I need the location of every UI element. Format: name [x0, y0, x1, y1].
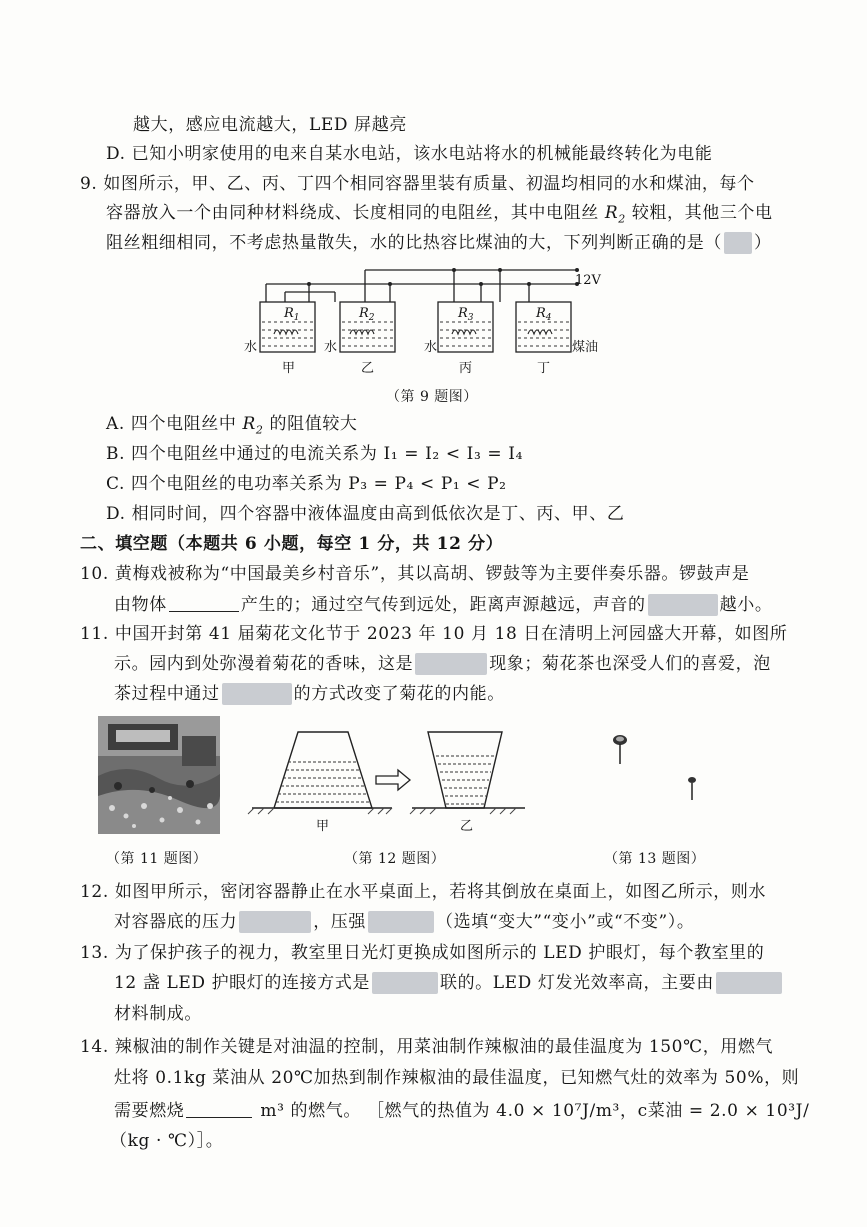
q9-label-oil: 煤油 [572, 340, 599, 355]
q13-led-lamp-figure [596, 728, 716, 810]
svg-text:R2 [358, 306, 375, 323]
q8-option-c-tail: 越大，感应电流越大，LED 屏越亮 [133, 115, 407, 135]
q14-line3b: m³ 的燃气。 ［燃气的热值为 4.0 × 10⁷J/m³，c菜油 = 2.0 × 10³J/ [254, 1101, 810, 1121]
q11-line3b: 的方式改变了菊花的内能。 [293, 684, 505, 704]
q9-label-r2: R [359, 306, 369, 321]
q13-figure-caption: （第 13 题图） [604, 851, 706, 867]
q9-option-a-r2: $R_2$ [242, 414, 264, 437]
q9-option-a-text-1: A. 四个电阻丝中 [106, 414, 243, 434]
q9-label-voltage: 12V [575, 273, 601, 288]
svg-text:R4 [535, 306, 552, 323]
q10-blank-2[interactable] [648, 594, 718, 616]
q12-label-yi: 乙 [460, 819, 474, 834]
q11-line2b: 现象；菊花茶也深受人们的喜爱，泡 [489, 654, 771, 674]
q12-line2a: 对容器底的压力 [114, 912, 238, 932]
q9-option-c[interactable]: C. 四个电阻丝的电功率关系为 P₃ = P₄ < P₁ < P₂ [106, 474, 507, 494]
q9-stem-line1: 9. 如图所示，甲、乙、丙、丁四个相同容器里装有质量、初温均相同的水和煤油，每个 [80, 174, 755, 194]
q11-blank-1[interactable] [415, 653, 487, 675]
q10-blank-1[interactable] [169, 593, 239, 612]
q11-line2 [114, 653, 771, 675]
q10-line1: 10. 黄梅戏被称为“中国最美乡村音乐”，其以高胡、锣鼓等为主要伴奏乐器。锣鼓声是 [80, 564, 750, 584]
q10-line2c: 越小。 [719, 595, 773, 615]
q9-option-b[interactable]: B. 四个电阻丝中通过的电流关系为 I₁ = I₂ < I₃ = I₄ [106, 444, 523, 464]
q9-label-jia: 甲 [282, 361, 296, 376]
q13-blank-1[interactable] [372, 972, 438, 994]
svg-text:R1 [283, 306, 300, 323]
q9-answer-blank[interactable] [724, 232, 752, 254]
q9-label-r3-sub: 3 [467, 313, 474, 323]
q10-line2 [114, 593, 772, 616]
q11-line3a: 茶过程中通过 [114, 684, 220, 704]
q9-label-r1-sub: 1 [293, 313, 300, 323]
q14-line2: 灶将 0.1kg 菜油从 20℃加热到制作辣椒油的最佳温度，已知燃气灶的效率为 50%，则 [114, 1068, 800, 1088]
q9-label-r3: R [458, 306, 468, 321]
q12-line2 [114, 911, 694, 933]
q12-container-figure [240, 724, 530, 834]
q9-figure-caption: （第 9 题图） [386, 389, 478, 405]
q11-line3 [114, 683, 505, 705]
q9-stem-line2 [106, 202, 773, 230]
q14-blank-1[interactable] [186, 1099, 252, 1118]
q9-label-r1: R [284, 306, 294, 321]
q12-blank-1[interactable] [239, 911, 311, 933]
q13-line2a: 12 盏 LED 护眼灯的连接方式是 [114, 973, 370, 993]
q13-blank-2[interactable] [716, 972, 782, 994]
q9-label-water-3: 水 [424, 340, 438, 355]
q12-figure-caption: （第 12 题图） [344, 851, 446, 867]
q9-label-bing: 丙 [459, 361, 473, 376]
q9-label-r4-sub: 4 [545, 313, 552, 323]
q13-line3: 材料制成。 [114, 1004, 202, 1024]
q9-stem-line2a: 容器放入一个由同种材料绕成、长度相同的电阻丝，其中电阻丝 [106, 203, 605, 223]
q9-label-yi: 乙 [361, 361, 375, 376]
q9-option-a[interactable] [106, 413, 358, 441]
q9-label-ding: 丁 [537, 361, 551, 376]
q9-label-r2-sub: 2 [368, 313, 375, 323]
q12-line2b: ，压强 [313, 912, 367, 932]
q8-option-d: D. 已知小明家使用的电来自某水电站，该水电站将水的机械能最终转化为电能 [106, 144, 713, 164]
q11-figure-caption: （第 11 题图） [106, 851, 208, 867]
q11-festival-photo [98, 716, 220, 834]
q9-stem-line3 [106, 232, 772, 254]
q13-line2 [114, 972, 784, 994]
q12-line1: 12. 如图甲所示，密闭容器静止在水平桌面上，若将其倒放在桌面上，如图乙所示，则水 [80, 882, 767, 902]
q11-line1: 11. 中国开封第 41 届菊花文化节于 2023 年 10 月 18 日在清明上河园盛大开幕，如图所 [80, 624, 788, 644]
q9-label-water-2: 水 [324, 340, 338, 355]
q14-line3a: 需要燃烧 [114, 1101, 185, 1121]
q11-blank-2[interactable] [222, 683, 292, 705]
q9-label-water-1: 水 [244, 340, 258, 355]
q10-line2a: 由物体 [114, 595, 167, 615]
q9-option-d[interactable]: D. 相同时间，四个容器中液体温度由高到低依次是丁、丙、甲、乙 [106, 504, 625, 524]
q9-circuit-figure [240, 262, 620, 380]
q12-blank-2[interactable] [368, 911, 434, 933]
q9-stem-line3-end: ） [754, 233, 772, 253]
svg-text:R3 [457, 306, 474, 323]
q9-stem-line3-text: 阻丝粗细相同，不考虑热量散失，水的比热容比煤油的大，下列判断正确的是（ [106, 233, 722, 253]
q13-line1: 13. 为了保护孩子的视力，教室里日光灯更换成如图所示的 LED 护眼灯，每个教室里的 [80, 943, 765, 963]
q9-stem-line2b: 较粗，其他三个电 [625, 203, 773, 223]
q12-label-jia: 甲 [316, 819, 330, 834]
q11-line2a: 示。园内到处弥漫着菊花的香味，这是 [114, 654, 414, 674]
q12-line2c: （选填“变大”“变小”或“不变”）。 [436, 912, 695, 932]
q14-line1: 14. 辣椒油的制作关键是对油温的控制，用菜油制作辣椒油的最佳温度为 150℃，用燃气 [80, 1037, 774, 1057]
q14-line4: （kg · ℃）］。 [110, 1131, 224, 1151]
q9-r2-symbol: $R_2$ [604, 203, 626, 226]
section-2-heading: 二、填空题（本题共 6 小题，每空 1 分，共 12 分） [80, 534, 504, 554]
q10-line2b: 产生的；通过空气传到远处，距离声源越远，声音的 [240, 595, 646, 615]
q9-option-a-text-2: 的阻值较大 [263, 414, 358, 434]
q14-line3 [114, 1099, 809, 1122]
q13-line2b: 联的。LED 灯发光效率高，主要由 [439, 973, 714, 993]
q9-label-r4: R [536, 306, 546, 321]
